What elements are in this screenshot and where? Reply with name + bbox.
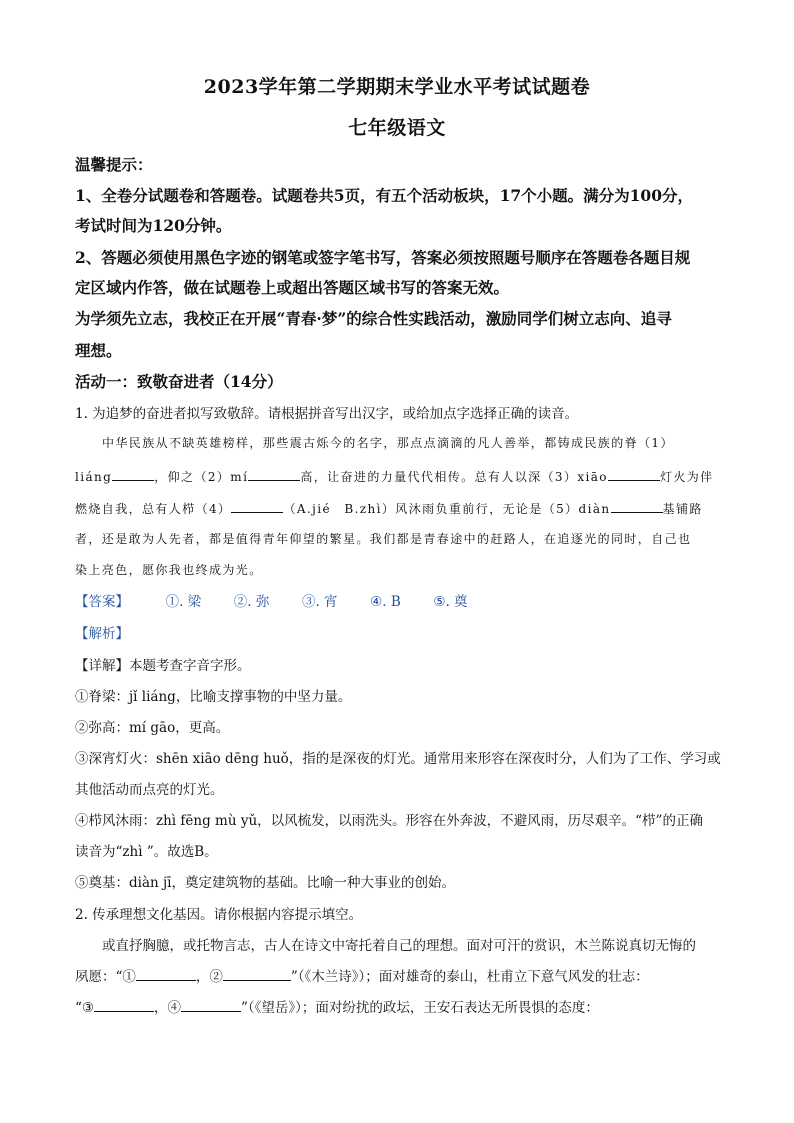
question-stem: 2. 传承理想文化基因。请你根据内容提示填空。 — [75, 907, 363, 923]
analysis-item: ⑤奠基：diàn jī，奠定建筑物的基础。比喻一种大事业的创始。 — [75, 875, 455, 891]
blank-line[interactable] — [112, 466, 154, 481]
blank-line[interactable] — [608, 466, 660, 481]
analysis-item: ④栉风沐雨：zhì fēng mù yǔ，以风梳发，以雨洗头。形容在外奔波，不避风雨，历尽艰辛。“栉”的正确 — [75, 813, 703, 829]
answer-item: ③. 宵 — [301, 594, 338, 610]
passage-line: liáng ，仰之（2）mí 高，让奋进的力量代代相传。总有人以深（3）xiāo 灯火为伴 — [75, 466, 714, 485]
analysis-label: 【解析】 — [75, 626, 129, 642]
activity-heading: 活动一：致敬奋进者（14分） — [75, 372, 283, 391]
answer-item: ①. 梁 — [165, 594, 202, 610]
analysis-item: ①脊梁：jǐ liáng，比喻支撑事物的中坚力量。 — [75, 689, 352, 705]
question-line: 夙愿：“① ，② ”（《木兰诗》）；面对雄奇的泰山，杜甫立下意气风发的壮志： — [75, 965, 649, 985]
answer-item: ⑤. 奠 — [433, 594, 468, 610]
blank-line[interactable] — [181, 997, 241, 1012]
blank-line[interactable] — [248, 466, 300, 481]
answer-item: ④. B — [370, 594, 401, 610]
analysis-item: 其他活动而点亮的灯光。 — [75, 782, 224, 798]
tip-line: 2、答题必须使用黑色字迹的钢笔或签字笔书写，答案必须按照题号顺序在答题卷各题目规 — [75, 248, 691, 267]
answer-label: 【答案】 — [75, 594, 129, 610]
tip-line: 1、全卷分试题卷和答题卷。试题卷共5页，有五个活动板块，17个小题。满分为100分， — [75, 186, 693, 205]
page-title: 2023学年第二学期期末学业水平考试试题卷 — [203, 76, 591, 98]
intro-line: 为学须先立志，我校正在开展“青春·梦”的综合性实践活动，激励同学们树立志向、追寻 — [75, 309, 672, 328]
tip-line: 定区域内作答，做在试题卷上或超出答题区域书写的答案无效。 — [75, 278, 510, 297]
analysis-item: ③深宵灯火：shēn xiāo dēng huǒ，指的是深夜的灯光。通常用来形容在深夜时分，人们为了工作、学习或 — [75, 751, 721, 767]
passage-line: 燃烧自我，总有人栉（4） （A.jié B.zhì）风沐雨负重前行，无论是（5）diàn 基铺路 — [75, 498, 703, 517]
passage-line: 中华民族从不缺英雄榜样，那些震古烁今的名字，那点点滴滴的凡人善举，都铸成民族的脊（1） — [102, 436, 674, 450]
question-stem: 1. 为追梦的奋进者拟写致敬辞。请根据拼音写出汉字，或给加点字选择正确的读音。 — [75, 406, 579, 422]
passage-line: 染上亮色，愿你我也终成为光。 — [75, 563, 263, 577]
answer-item: ②. 弥 — [233, 594, 270, 610]
blank-line[interactable] — [136, 966, 196, 981]
blank-line[interactable] — [611, 498, 663, 513]
analysis-item: ②弥高：mí gāo，更高。 — [75, 720, 230, 736]
analysis-detail: 【详解】本题考查字音字形。 — [75, 658, 251, 674]
blank-line[interactable] — [231, 498, 283, 513]
passage-line: 者，还是敢为人先者，都是值得青年仰望的繁星。我们都是青春途中的赶路人，在追逐光的同时，自己也 — [75, 532, 692, 546]
tips-heading: 温馨提示： — [75, 155, 153, 174]
analysis-item: 读音为“zhì ”。故选B。 — [75, 844, 218, 860]
page-subtitle: 七年级语文 — [348, 117, 446, 139]
answer-row — [75, 590, 468, 610]
intro-line: 理想。 — [75, 341, 122, 360]
blank-line[interactable] — [223, 966, 291, 981]
question-line: 或直抒胸臆，或托物言志，古人在诗文中寄托着自己的理想。面对可汗的赏识，木兰陈说真切无悔的 — [102, 938, 696, 954]
question-line: “③ ，④ ”（《望岳》）；面对纷扰的政坛，王安石表达无所畏惧的态度： — [75, 996, 599, 1016]
tip-line: 考试时间为120分钟。 — [75, 216, 232, 235]
blank-line[interactable] — [94, 997, 154, 1012]
